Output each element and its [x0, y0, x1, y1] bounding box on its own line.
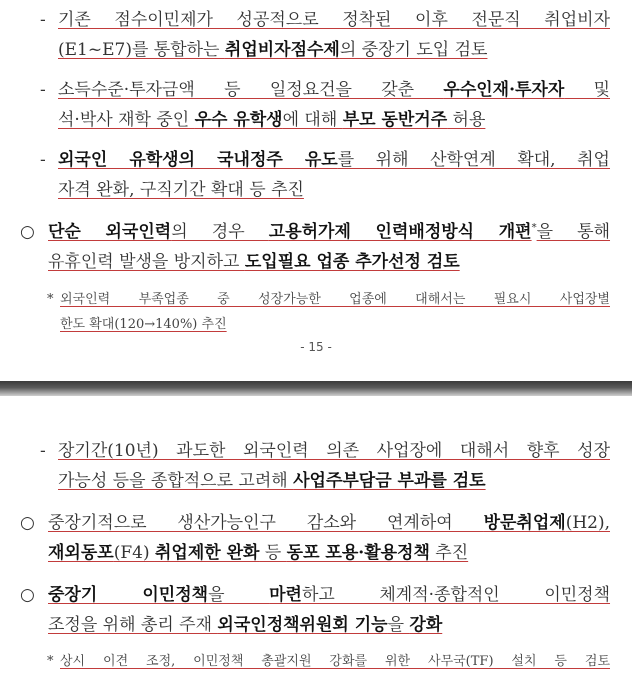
bullet-text — [48, 508, 610, 568]
body-text: 외국인력 부족업종 중 성장가능한 업종에 대해서는 필요시 사업장별 — [60, 292, 610, 307]
body-text: 를 위해 산학연계 확대, 취업 — [337, 150, 610, 170]
bullet-talent-investor-parents — [40, 75, 610, 135]
body-text: 추진 — [429, 543, 469, 563]
emphasis-text: 취업제한 완화 — [154, 543, 260, 563]
body-text: 을 — [387, 615, 410, 635]
body-text: 자격 완화, 구직기간 확대 등 추진 — [58, 180, 304, 200]
document-page-16 — [0, 396, 632, 692]
body-text: 석·박사 재학 중인 — [58, 110, 195, 130]
dash-marker: - — [40, 10, 46, 30]
footnote-secretariat — [47, 649, 610, 675]
text-line — [58, 466, 610, 496]
page-separator — [0, 381, 632, 396]
emphasis-text: 사업주부담금 부과를 검토 — [293, 471, 486, 491]
body-text: 유휴인력 발생을 방지하고 — [48, 252, 245, 272]
circle-marker: ○ — [20, 513, 35, 533]
emphasis-text: 방문취업제 — [483, 513, 566, 533]
body-text: 소득수준·투자금액 등 일정요건을 갖춘 — [58, 80, 444, 100]
bullet-immigration-policy — [20, 580, 610, 640]
text-line — [58, 145, 610, 175]
dash-marker: - — [40, 441, 46, 461]
bullet-work-visa-points-system — [40, 5, 610, 65]
bullet-employer-levy — [40, 436, 610, 496]
emphasis-text: 우수인재·투자자 — [443, 80, 565, 100]
emphasis-text: 단순 외국인력 — [48, 222, 172, 242]
text-line — [58, 5, 610, 35]
body-text: 에 대해 — [282, 110, 343, 130]
body-text: 을 — [208, 585, 270, 605]
emphasis-text: 취업비자점수제 — [224, 40, 340, 60]
emphasis-text: 도입필요 업종 추가선정 검토 — [244, 252, 460, 272]
text-line — [60, 649, 610, 674]
body-text: 조정을 위해 총리 주재 — [48, 615, 218, 635]
footnote-text — [60, 649, 610, 674]
body-text: 의 중장기 도입 검토 — [339, 40, 488, 60]
body-text: 을 통해 — [536, 222, 611, 242]
text-line — [60, 287, 610, 312]
asterisk-marker: * — [47, 292, 54, 307]
body-text: 장기간(10년) 과도한 외국인력 의존 사업장에 대해서 향후 성장 — [58, 441, 610, 461]
footnote-quota — [47, 287, 610, 337]
body-text: (E1~E7)를 통합하는 — [58, 40, 225, 60]
asterisk-marker: * — [47, 654, 54, 669]
bullet-text — [58, 145, 610, 205]
bullet-text — [58, 5, 610, 65]
body-text: 가능성 등을 종합적으로 고려해 — [58, 471, 294, 491]
bullet-text — [58, 75, 610, 135]
body-text: 중장기적으로 생산가능인구 감소와 연계하여 — [48, 513, 484, 533]
bullet-student-settlement — [40, 145, 610, 205]
bullet-visit-employment — [20, 508, 610, 568]
body-text: 등 — [259, 543, 287, 563]
text-line — [58, 75, 610, 105]
body-text: 하고 체계적·종합적인 이민정책 — [301, 585, 611, 605]
text-line — [48, 247, 610, 277]
bullet-text — [58, 436, 610, 496]
body-text: 및 — [564, 80, 610, 100]
emphasis-text: 고용허가제 인력배정방식 개편 — [268, 222, 532, 242]
emphasis-text: 중장기 이민정책 — [48, 585, 209, 605]
body-text: 한도 확대(120→140%) 추진 — [60, 317, 227, 332]
emphasis-text: 외국인 유학생의 국내정주 유도 — [58, 150, 338, 170]
text-line — [48, 508, 610, 538]
text-line — [48, 610, 610, 640]
dash-marker: - — [40, 80, 46, 100]
emphasis-text: 재외동포 — [48, 543, 114, 563]
text-line — [48, 538, 610, 568]
body-text: 상시 이견 조정, 이민정책 총괄지원 강화를 위한 사무국(TF) 설치 등 검토 — [60, 654, 610, 669]
emphasis-text: 우수 유학생 — [194, 110, 283, 130]
text-line — [58, 175, 610, 205]
circle-marker: ○ — [20, 222, 35, 242]
body-text: (F4) — [113, 543, 155, 563]
footnote-text — [60, 287, 610, 337]
text-line — [58, 35, 610, 65]
emphasis-text: 강화 — [409, 615, 443, 635]
footnote-mark: * — [531, 222, 537, 234]
text-line — [58, 436, 610, 466]
emphasis-text: 마련 — [269, 585, 302, 605]
text-line — [60, 312, 610, 337]
emphasis-text: 외국인정책위원회 기능 — [217, 615, 388, 635]
bullet-simple-labor — [20, 217, 610, 277]
dash-marker: - — [40, 150, 46, 170]
body-text: (H2), — [565, 513, 610, 533]
emphasis-text: 동포 포용·활용정책 — [286, 543, 430, 563]
emphasis-text: 부모 동반거주 — [342, 110, 448, 130]
text-line — [58, 105, 610, 135]
bullet-text — [48, 217, 610, 277]
text-line — [48, 217, 610, 247]
bullet-text — [48, 580, 610, 640]
text-line — [48, 580, 610, 610]
body-text: 기존 점수이민제가 성공적으로 정착된 이후 전문직 취업비자 — [58, 10, 610, 30]
body-text: 의 경우 — [171, 222, 269, 242]
page-number: - 15 - — [300, 340, 332, 354]
circle-marker: ○ — [20, 585, 35, 605]
body-text: 허용 — [447, 110, 486, 130]
